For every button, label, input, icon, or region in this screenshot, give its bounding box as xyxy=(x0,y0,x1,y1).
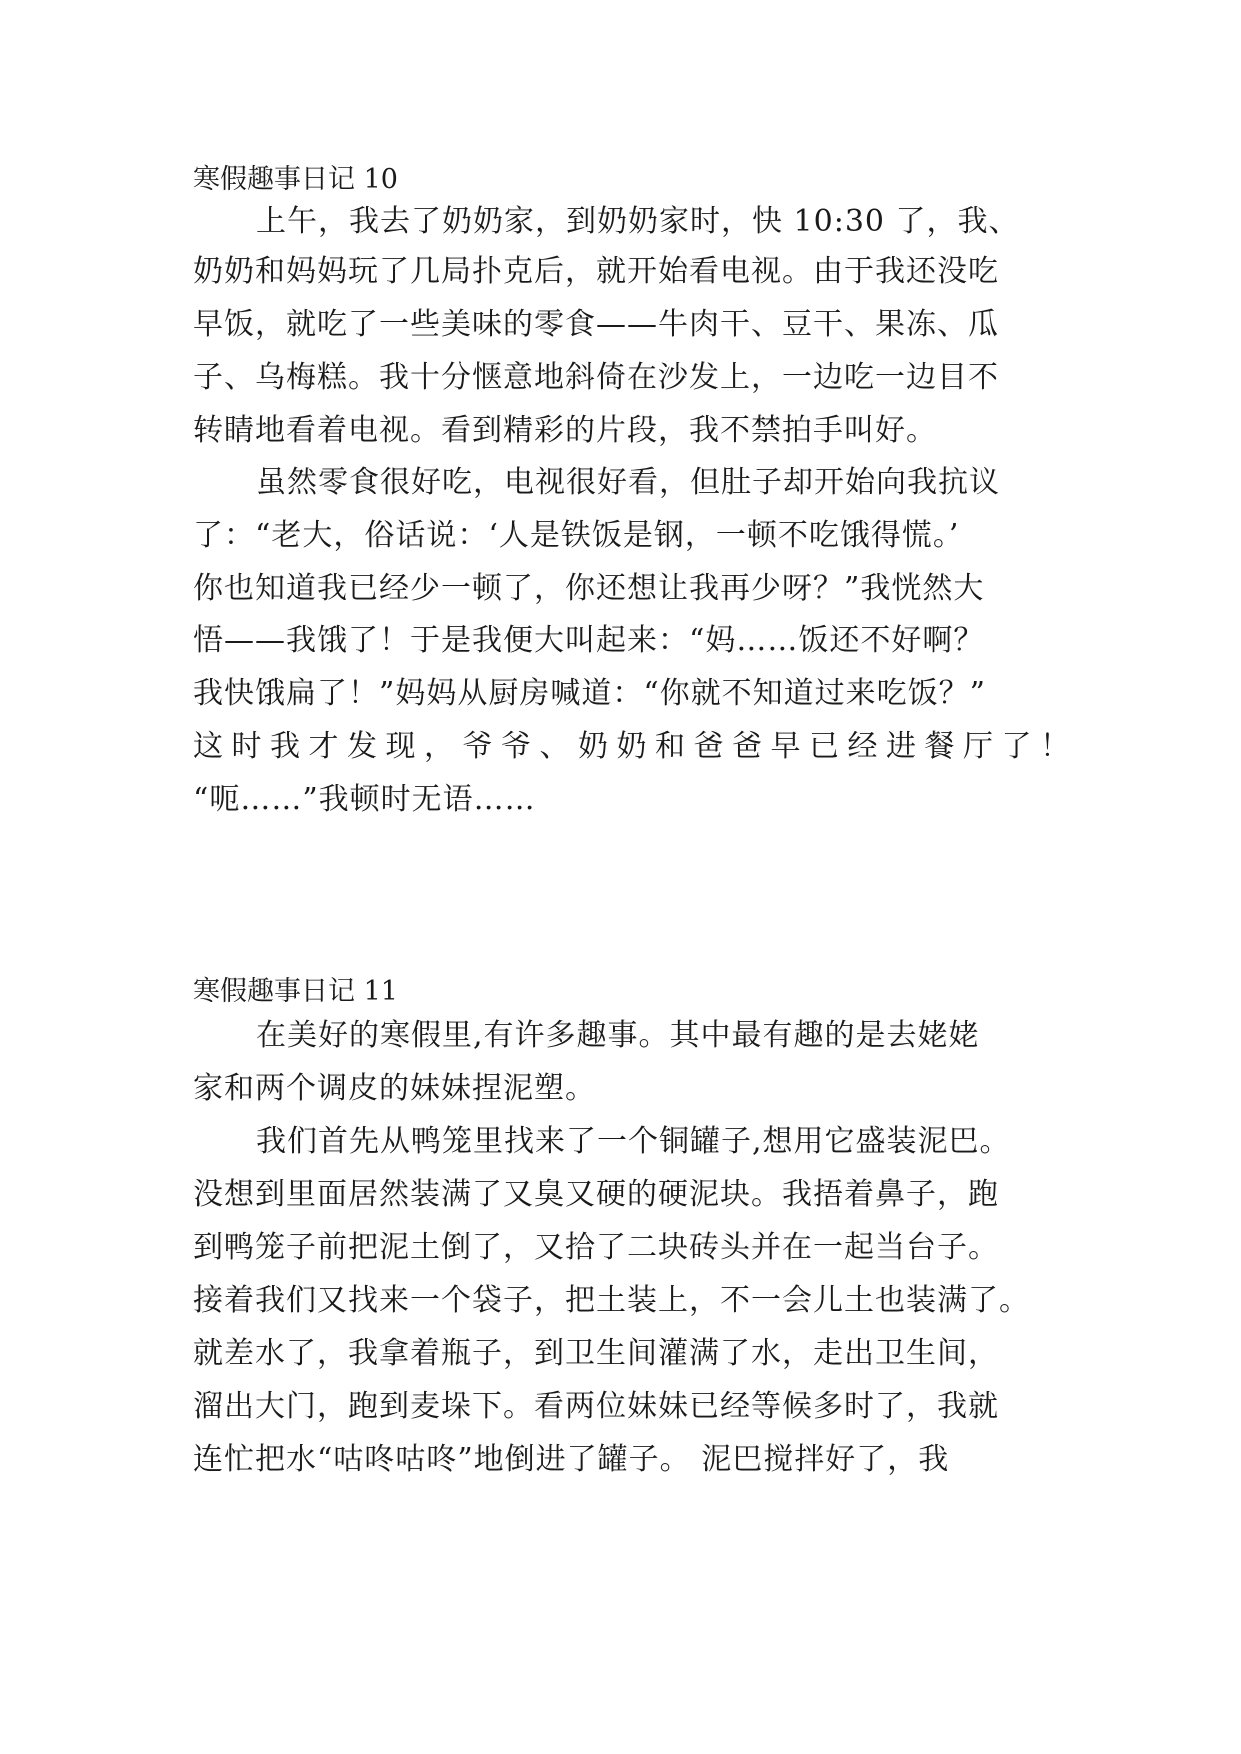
paragraph-line: 早饭，就吃了一些美味的零食——牛肉干、豆干、果冻、瓜 xyxy=(193,307,999,342)
paragraph-line: 你也知道我已经少一顿了，你还想让我再少呀？”我恍然大 xyxy=(193,571,985,606)
paragraph-line: 接着我们又找来一个袋子，把土装上，不一会儿土也装满了。 xyxy=(193,1283,1030,1318)
paragraph-line: 我们首先从鸭笼里找来了一个铜罐子,想用它盛装泥巴。 xyxy=(256,1124,1011,1159)
paragraph-line: 到鸭笼子前把泥土倒了，又拾了二块砖头并在一起当台子。 xyxy=(193,1230,999,1265)
paragraph-line: 连忙把水“咕咚咕咚”地倒进了罐子。 泥巴搅拌好了，我 xyxy=(193,1442,950,1477)
paragraph-line: 悟——我饿了！于是我便大叫起来：“妈……饭还不好啊？ xyxy=(193,623,985,658)
paragraph-line: 家和两个调皮的妹妹捏泥塑。 xyxy=(193,1071,596,1106)
paragraph-line: 上午，我去了奶奶家，到奶奶家时，快 10:30 了，我、 xyxy=(256,204,1020,239)
paragraph-line: 转睛地看着电视。看到精彩的片段，我不禁拍手叫好。 xyxy=(193,413,937,448)
entry-title: 寒假趣事日记 11 xyxy=(193,976,398,1007)
paragraph-line: 了：“老大，俗话说：‘人是铁饭是钢，一顿不吃饿得慌。’ xyxy=(193,518,960,553)
paragraph-line: 溜出大门，跑到麦垛下。看两位妹妹已经等候多时了，我就 xyxy=(193,1389,999,1424)
paragraph-line: 在美好的寒假里,有许多趣事。其中最有趣的是去姥姥 xyxy=(256,1018,980,1053)
paragraph-line: 子、乌梅糕。我十分惬意地斜倚在沙发上，一边吃一边目不 xyxy=(193,360,999,395)
paragraph-line: 就差水了，我拿着瓶子，到卫生间灌满了水，走出卫生间， xyxy=(193,1336,999,1371)
paragraph-line: “呃……”我顿时无语…… xyxy=(193,782,536,817)
paragraph-line: 这时我才发现，爷爷、奶奶和爸爸早已经进餐厅了！ xyxy=(193,729,1079,764)
entry-title: 寒假趣事日记 10 xyxy=(193,164,398,195)
paragraph-line: 我快饿扁了！”妈妈从厨房喊道：“你就不知道过来吃饭？” xyxy=(193,676,987,711)
paragraph-line: 奶奶和妈妈玩了几局扑克后，就开始看电视。由于我还没吃 xyxy=(193,254,999,289)
paragraph-line: 虽然零食很好吃，电视很好看，但肚子却开始向我抗议 xyxy=(256,465,1000,500)
paragraph-line: 没想到里面居然装满了又臭又硬的硬泥块。我捂着鼻子，跑 xyxy=(193,1177,999,1212)
